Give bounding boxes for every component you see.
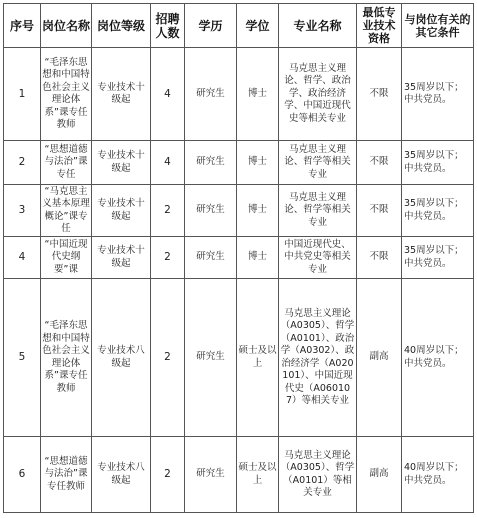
cell-major: 马克思主义理论、哲学等相关专业 [279, 185, 357, 237]
cell-other: 35周岁以下；中共党员。 [402, 48, 474, 141]
cell-edu: 研究生 [185, 48, 237, 141]
cell-name: “中国近现代史纲要”课 [41, 237, 92, 279]
cell-level: 专业技术十级起 [92, 237, 151, 279]
cell-other: 35周岁以下；中共党员。 [402, 185, 474, 237]
cell-no: 1 [4, 48, 41, 141]
cell-name: “毛泽东思想和中国特色社会主义理论体系”课专任教师 [41, 48, 92, 141]
header-cell-other: 与岗位有关的其它条件 [402, 4, 474, 48]
cell-edu: 研究生 [185, 279, 237, 437]
cell-name: “毛泽东思想和中国特色社会主义理论体系”课专任教师 [41, 279, 92, 437]
header-cell-major: 专业名称 [279, 4, 357, 48]
cell-title: 不限 [357, 48, 402, 141]
cell-other: 40周岁以下；中共党员。 [402, 279, 474, 437]
recruitment-table [3, 3, 474, 513]
table-row [4, 237, 474, 279]
cell-level: 专业技术十级起 [92, 48, 151, 141]
cell-title: 副高 [357, 437, 402, 513]
header-cell-degree: 学位 [237, 4, 279, 48]
header-cell-name: 岗位名称 [41, 4, 92, 48]
cell-title: 不限 [357, 185, 402, 237]
cell-level: 专业技术十级起 [92, 141, 151, 185]
cell-title: 不限 [357, 237, 402, 279]
header-cell-no: 序号 [4, 4, 41, 48]
cell-title: 不限 [357, 141, 402, 185]
cell-degree: 博士 [237, 237, 279, 279]
cell-edu: 研究生 [185, 437, 237, 513]
cell-major: 马克思主义理论、哲学、政治学、政治经济学、中国近现代史等相关专业 [279, 48, 357, 141]
cell-edu: 研究生 [185, 185, 237, 237]
cell-other: 35周岁以下；中共党员。 [402, 141, 474, 185]
header-cell-title: 最低专业技术资格 [357, 4, 402, 48]
table-row [4, 279, 474, 437]
cell-no: 4 [4, 237, 41, 279]
cell-no: 2 [4, 141, 41, 185]
cell-count: 2 [151, 437, 185, 513]
cell-major: 中国近现代史、中共党史等相关专业 [279, 237, 357, 279]
cell-edu: 研究生 [185, 141, 237, 185]
cell-degree: 博士 [237, 48, 279, 141]
cell-no: 5 [4, 279, 41, 437]
table-row [4, 185, 474, 237]
cell-count: 4 [151, 141, 185, 185]
cell-other: 40周岁以下；中共党员。 [402, 437, 474, 513]
table-row [4, 437, 474, 513]
cell-edu: 研究生 [185, 237, 237, 279]
cell-degree: 博士 [237, 185, 279, 237]
header-row [4, 4, 474, 48]
cell-level: 专业技术十级起 [92, 185, 151, 237]
cell-major: 马克思主义理论（A0305）、哲学（A0101）、政治学（A0302）、政治经济学（A020101）、中国近现代史（A060107）等相关专业 [279, 279, 357, 437]
cell-title: 副高 [357, 279, 402, 437]
cell-level: 专业技术八级起 [92, 279, 151, 437]
table-row [4, 48, 474, 141]
cell-name: “马克思主义基本原理概论”课专任 [41, 185, 92, 237]
cell-level: 专业技术八级起 [92, 437, 151, 513]
cell-count: 2 [151, 237, 185, 279]
table-row [4, 141, 474, 185]
cell-name: “思想道德与法治”课专任 [41, 141, 92, 185]
cell-degree: 硕士及以上 [237, 437, 279, 513]
header-cell-level: 岗位等级 [92, 4, 151, 48]
cell-no: 6 [4, 437, 41, 513]
header-cell-count: 招聘人数 [151, 4, 185, 48]
cell-major: 马克思主义理论、哲学等相关专业 [279, 141, 357, 185]
cell-degree: 硕士及以上 [237, 279, 279, 437]
cell-count: 2 [151, 185, 185, 237]
cell-name: “思想道德与法治”课专任教师 [41, 437, 92, 513]
cell-count: 4 [151, 48, 185, 141]
cell-no: 3 [4, 185, 41, 237]
cell-count: 2 [151, 279, 185, 437]
header-cell-edu: 学历 [185, 4, 237, 48]
cell-major: 马克思主义理论（A0305）、哲学（A0101）等相关专业 [279, 437, 357, 513]
cell-other: 35周岁以下；中共党员。 [402, 237, 474, 279]
cell-degree: 博士 [237, 141, 279, 185]
